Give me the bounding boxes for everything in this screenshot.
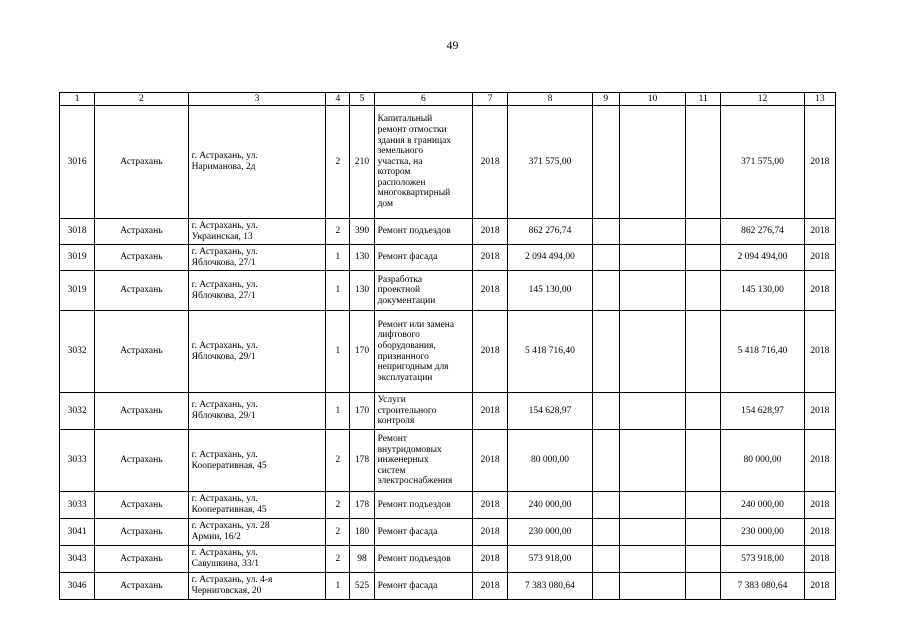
amount-cell: 145 130,00 [508,271,592,311]
column-4-cell: 1 [326,393,350,430]
id-cell: 3041 [60,519,95,546]
table-row [60,573,836,600]
total-cell: 145 130,00 [721,271,804,311]
table-row [60,519,836,546]
table-row [60,492,836,519]
column-number-1: 1 [60,93,95,106]
city-cell: Астрахань [95,311,188,393]
column-4-cell: 1 [326,271,350,311]
header-row [60,93,836,106]
work-type-cell: Ремонт фасада [374,245,473,271]
table-row [60,311,836,393]
id-cell: 3033 [60,430,95,492]
completion-year-cell: 2018 [804,311,835,393]
column-4-cell: 1 [326,573,350,600]
id-cell: 3018 [60,219,95,245]
column-11-cell [686,393,721,430]
amount-cell: 7 383 080,64 [508,573,592,600]
total-cell: 862 276,74 [721,219,804,245]
column-number-10: 10 [619,93,685,106]
column-11-cell [686,106,721,219]
address-cell: г. Астрахань, ул. Яблочкова, 27/1 [188,245,326,271]
work-type-cell: Ремонт подъездов [374,492,473,519]
table-row [60,245,836,271]
column-11-cell [686,245,721,271]
column-5-cell: 210 [350,106,374,219]
completion-year-cell: 2018 [804,245,835,271]
table-row [60,430,836,492]
column-number-3: 3 [188,93,326,106]
city-cell: Астрахань [95,573,188,600]
column-10-cell [619,430,685,492]
column-5-cell: 180 [350,519,374,546]
column-5-cell: 170 [350,311,374,393]
city-cell: Астрахань [95,245,188,271]
column-number-12: 12 [721,93,804,106]
table-row [60,546,836,573]
column-9-cell [592,492,619,519]
column-9-cell [592,430,619,492]
year-cell: 2018 [473,573,508,600]
column-9-cell [592,271,619,311]
total-cell: 573 918,00 [721,546,804,573]
amount-cell: 154 628,97 [508,393,592,430]
column-9-cell [592,106,619,219]
year-cell: 2018 [473,393,508,430]
work-type-cell: Ремонт внутридомовых инженерных систем электроснабжения [374,430,473,492]
column-10-cell [619,492,685,519]
address-cell: г. Астрахань, ул. Яблочкова, 29/1 [188,393,326,430]
column-9-cell [592,519,619,546]
work-type-cell: Разработка проектной документации [374,271,473,311]
column-10-cell [619,271,685,311]
column-11-cell [686,311,721,393]
column-10-cell [619,311,685,393]
column-9-cell [592,219,619,245]
amount-cell: 5 418 716,40 [508,311,592,393]
column-number-9: 9 [592,93,619,106]
id-cell: 3016 [60,106,95,219]
table-row [60,106,836,219]
column-5-cell: 178 [350,492,374,519]
total-cell: 7 383 080,64 [721,573,804,600]
city-cell: Астрахань [95,546,188,573]
address-cell: г. Астрахань, ул. Нариманова, 2д [188,106,326,219]
column-9-cell [592,311,619,393]
amount-cell: 230 000,00 [508,519,592,546]
work-type-cell: Ремонт фасада [374,519,473,546]
city-cell: Астрахань [95,519,188,546]
total-cell: 230 000,00 [721,519,804,546]
year-cell: 2018 [473,519,508,546]
column-9-cell [592,245,619,271]
address-cell: г. Астрахань, ул. Украинская, 13 [188,219,326,245]
table-row [60,219,836,245]
completion-year-cell: 2018 [804,271,835,311]
column-4-cell: 1 [326,311,350,393]
completion-year-cell: 2018 [804,546,835,573]
column-number-7: 7 [473,93,508,106]
city-cell: Астрахань [95,271,188,311]
total-cell: 5 418 716,40 [721,311,804,393]
column-number-6: 6 [374,93,473,106]
total-cell: 80 000,00 [721,430,804,492]
total-cell: 2 094 494,00 [721,245,804,271]
column-11-cell [686,546,721,573]
column-number-8: 8 [508,93,592,106]
completion-year-cell: 2018 [804,430,835,492]
column-10-cell [619,393,685,430]
city-cell: Астрахань [95,219,188,245]
id-cell: 3046 [60,573,95,600]
address-cell: г. Астрахань, ул. Яблочкова, 29/1 [188,311,326,393]
column-number-13: 13 [804,93,835,106]
total-cell: 154 628,97 [721,393,804,430]
amount-cell: 2 094 494,00 [508,245,592,271]
column-9-cell [592,573,619,600]
column-10-cell [619,219,685,245]
column-number-4: 4 [326,93,350,106]
total-cell: 371 575,00 [721,106,804,219]
amount-cell: 862 276,74 [508,219,592,245]
id-cell: 3032 [60,393,95,430]
city-cell: Астрахань [95,393,188,430]
id-cell: 3019 [60,245,95,271]
completion-year-cell: 2018 [804,573,835,600]
year-cell: 2018 [473,492,508,519]
year-cell: 2018 [473,311,508,393]
year-cell: 2018 [473,245,508,271]
column-4-cell: 1 [326,245,350,271]
table-row [60,271,836,311]
city-cell: Астрахань [95,492,188,519]
column-11-cell [686,573,721,600]
work-type-cell: Ремонт подъездов [374,219,473,245]
address-cell: г. Астрахань, ул. Яблочкова, 27/1 [188,271,326,311]
column-11-cell [686,492,721,519]
column-5-cell: 130 [350,245,374,271]
city-cell: Астрахань [95,430,188,492]
column-10-cell [619,573,685,600]
column-11-cell [686,219,721,245]
page-number: 49 [446,38,459,52]
column-4-cell: 2 [326,546,350,573]
address-cell: г. Астрахань, ул. Савушкина, 33/1 [188,546,326,573]
column-10-cell [619,546,685,573]
work-type-cell: Ремонт фасада [374,573,473,600]
column-number-11: 11 [686,93,721,106]
column-number-5: 5 [350,93,374,106]
id-cell: 3033 [60,492,95,519]
amount-cell: 240 000,00 [508,492,592,519]
column-5-cell: 525 [350,573,374,600]
column-9-cell [592,393,619,430]
column-11-cell [686,519,721,546]
column-5-cell: 170 [350,393,374,430]
completion-year-cell: 2018 [804,393,835,430]
completion-year-cell: 2018 [804,519,835,546]
id-cell: 3032 [60,311,95,393]
table-row [60,393,836,430]
id-cell: 3019 [60,271,95,311]
work-type-cell: Ремонт или замена лифтового оборудования, признанного непригодным для эксплуатации [374,311,473,393]
register-table [59,92,836,600]
amount-cell: 371 575,00 [508,106,592,219]
column-5-cell: 130 [350,271,374,311]
completion-year-cell: 2018 [804,106,835,219]
column-4-cell: 2 [326,519,350,546]
completion-year-cell: 2018 [804,219,835,245]
column-10-cell [619,519,685,546]
address-cell: г. Астрахань, ул. 28 Армии, 16/2 [188,519,326,546]
address-cell: г. Астрахань, ул. Кооперативная, 45 [188,492,326,519]
year-cell: 2018 [473,546,508,573]
column-5-cell: 178 [350,430,374,492]
id-cell: 3043 [60,546,95,573]
city-cell: Астрахань [95,106,188,219]
column-4-cell: 2 [326,430,350,492]
column-10-cell [619,245,685,271]
address-cell: г. Астрахань, ул. Кооперативная, 45 [188,430,326,492]
amount-cell: 573 918,00 [508,546,592,573]
column-5-cell: 98 [350,546,374,573]
column-9-cell [592,546,619,573]
column-5-cell: 390 [350,219,374,245]
column-number-2: 2 [95,93,188,106]
year-cell: 2018 [473,219,508,245]
column-11-cell [686,430,721,492]
completion-year-cell: 2018 [804,492,835,519]
work-type-cell: Услуги строительного контроля [374,393,473,430]
work-type-cell: Капитальный ремонт отмостки здания в границах земельного участка, на котором расположен многоквартирный дом [374,106,473,219]
column-11-cell [686,271,721,311]
address-cell: г. Астрахань, ул. 4-я Черниговская, 20 [188,573,326,600]
column-4-cell: 2 [326,219,350,245]
work-type-cell: Ремонт подъездов [374,546,473,573]
column-10-cell [619,106,685,219]
year-cell: 2018 [473,430,508,492]
year-cell: 2018 [473,271,508,311]
total-cell: 240 000,00 [721,492,804,519]
column-4-cell: 2 [326,492,350,519]
amount-cell: 80 000,00 [508,430,592,492]
year-cell: 2018 [473,106,508,219]
column-4-cell: 2 [326,106,350,219]
